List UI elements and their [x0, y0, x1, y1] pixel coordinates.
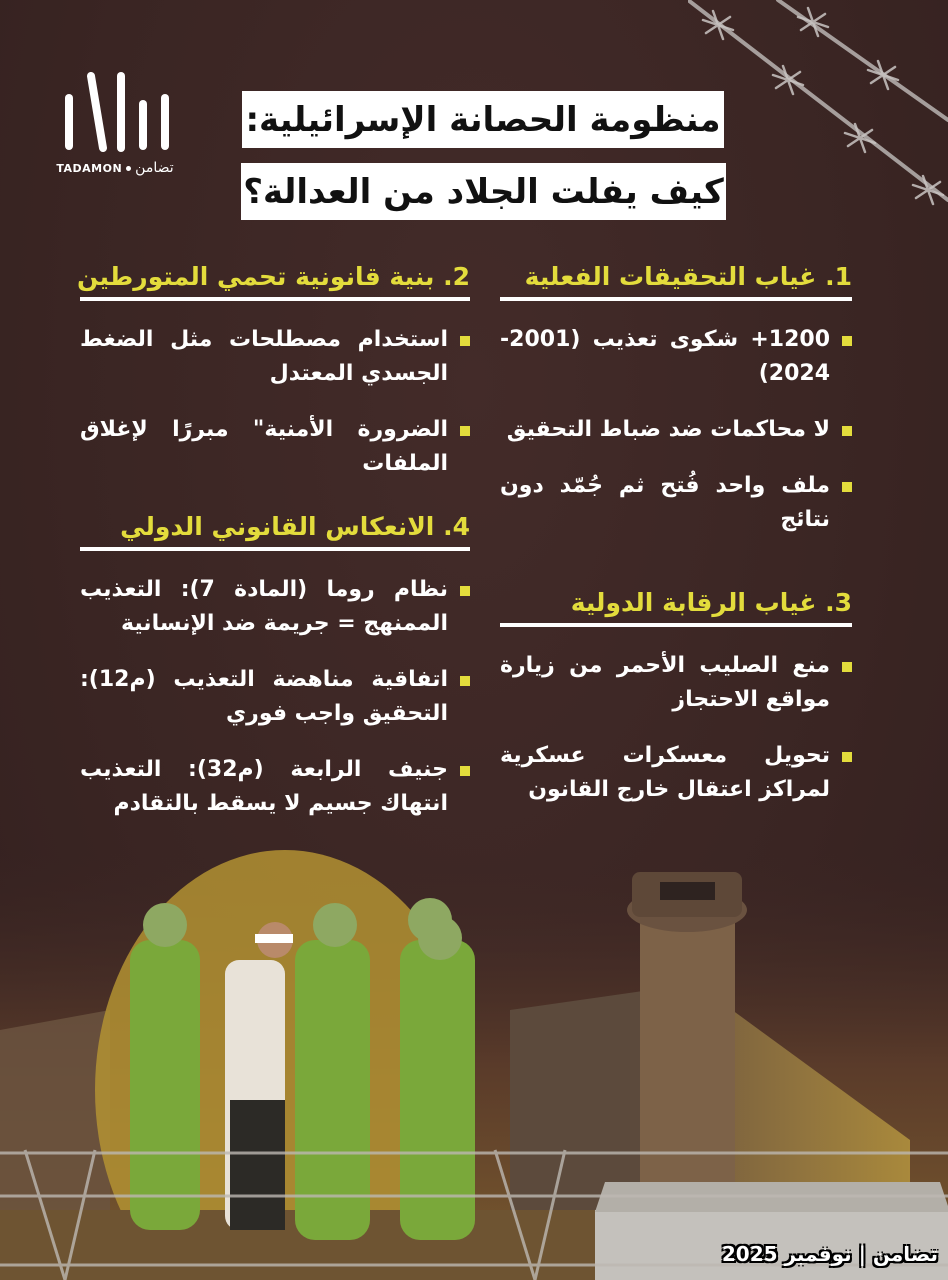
list-item: [500, 649, 852, 717]
section-2: [77, 262, 470, 503]
bullet-text: اتفاقية مناهضة التعذيب (م12): التحقيق واجب فوري: [80, 667, 448, 726]
section-4: [80, 512, 470, 843]
section-divider: [500, 623, 852, 627]
section-divider: [500, 297, 852, 301]
bullet-square-icon: [842, 752, 852, 762]
bullet-square-icon: [842, 426, 852, 436]
list-item: [80, 323, 470, 391]
bullet-text: 1200+ شكوى تعذيب (2001-2024): [500, 327, 830, 386]
bullet-square-icon: [842, 336, 852, 346]
bullet-square-icon: [842, 482, 852, 492]
bullet-text: الضرورة الأمنية" مبررًا لإغلاق الملفات: [80, 417, 448, 476]
list-item: [80, 663, 470, 731]
tadamon-logo: [55, 72, 175, 182]
list-item: [500, 323, 852, 391]
bars-logo-icon: [63, 72, 173, 154]
section-1: [500, 262, 852, 559]
bullet-text: لا محاكمات ضد ضباط التحقيق: [506, 417, 830, 442]
list-item: [500, 413, 852, 447]
barbed-wire-icon: [688, 0, 948, 230]
logo-dot: [126, 166, 131, 171]
bullet-square-icon: [460, 336, 470, 346]
list-item: [80, 573, 470, 641]
title-line-2: كيف يفلت الجلاد من العدالة؟: [241, 163, 726, 220]
list-item: [80, 413, 470, 481]
section-heading: 3. غياب الرقابة الدولية: [570, 588, 852, 617]
section-divider: [80, 297, 470, 301]
list-item: [80, 753, 470, 821]
bullet-square-icon: [460, 586, 470, 596]
bullet-square-icon: [842, 662, 852, 672]
bullet-text: منع الصليب الأحمر من زيارة مواقع الاحتجاز: [500, 653, 830, 712]
bullet-text: تحويل معسكرات عسكرية لمراكز اعتقال خارج القانون: [500, 743, 830, 802]
footer-credit: تضامن | نوفمبر 2025: [721, 1242, 938, 1266]
section-heading: 2. بنية قانونية تحمي المتورطين: [77, 262, 470, 291]
photo-collage: [0, 850, 948, 1280]
section-3: [500, 588, 852, 829]
list-item: [500, 739, 852, 807]
bullet-text: نظام روما (المادة 7): التعذيب الممنهج = جريمة ضد الإنسانية: [80, 577, 448, 636]
logo-arabic: تضامن: [135, 160, 174, 176]
bullet-square-icon: [460, 676, 470, 686]
bullet-text: ملف واحد فُتح ثم جُمّد دون نتائج: [500, 473, 830, 532]
bullet-text: استخدام مصطلحات مثل الضغط الجسدي المعتدل: [80, 327, 448, 386]
bullet-square-icon: [460, 766, 470, 776]
logo-latin: TADAMON: [56, 161, 123, 175]
bullet-text: جنيف الرابعة (م32): التعذيب انتهاك جسيم لا يسقط بالتقادم: [80, 757, 448, 816]
section-heading: 4. الانعكاس القانوني الدولي: [120, 512, 470, 541]
bullet-square-icon: [460, 426, 470, 436]
logo-wordmark: [55, 160, 175, 176]
section-heading: 1. غياب التحقيقات الفعلية: [524, 262, 852, 291]
prison-scene-illustration: [0, 850, 948, 1280]
section-divider: [80, 547, 470, 551]
list-item: [500, 469, 852, 537]
title-line-1: منظومة الحصانة الإسرائيلية:: [242, 91, 724, 148]
